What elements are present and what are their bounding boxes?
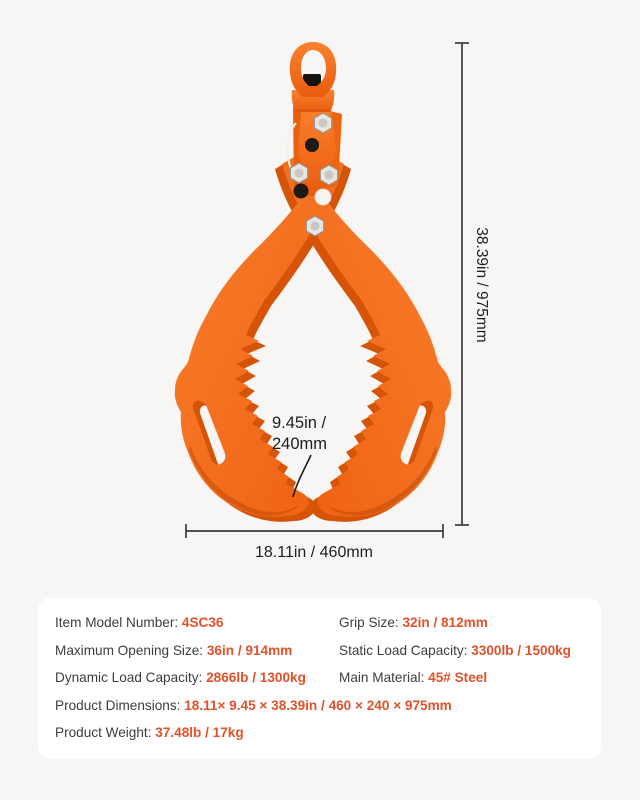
spec-value: 37.48lb / 17kg <box>155 725 244 741</box>
link-hole-black-lower <box>294 184 309 199</box>
spec-label: Grip Size: <box>339 615 403 631</box>
spec-value: 18.11× 9.45 × 38.39in / 460 × 240 × 975mm <box>184 697 452 713</box>
dimension-width <box>186 524 443 538</box>
spec-item-weight <box>55 725 591 740</box>
spec-item-main-material <box>339 670 591 685</box>
spec-value: 3300lb / 1500kg <box>471 642 571 658</box>
spec-panel <box>38 598 601 759</box>
spec-value: 36in / 914mm <box>206 642 293 658</box>
spec-label: Maximum Opening Size: <box>55 642 207 658</box>
spec-label: Product Weight: <box>55 725 156 741</box>
spec-item-grip-size <box>339 615 591 630</box>
opening-dimension-label-line2: 240mm <box>272 435 328 453</box>
spec-item-max-opening <box>55 643 339 658</box>
spec-label: Main Material: <box>339 670 429 686</box>
spec-item-model-number <box>55 615 339 630</box>
spec-label: Dynamic Load Capacity: <box>55 670 207 686</box>
opening-dimension-label-line1: 9.45in / <box>272 414 327 432</box>
link-hole-black-upper <box>305 138 319 152</box>
height-dimension-label: 38.39in / 975mm <box>473 227 490 343</box>
spec-label: Static Load Capacity: <box>339 642 472 658</box>
dimension-height <box>455 43 469 525</box>
jaw-left <box>175 156 344 517</box>
spec-item-dynamic-load <box>55 670 339 685</box>
spec-value: 4SC36 <box>181 615 224 631</box>
spec-value: 2866lb / 1300kg <box>206 670 306 686</box>
spec-item-static-load <box>339 643 591 658</box>
spec-value: 45# Steel <box>428 670 488 686</box>
width-dimension-label: 18.11in / 460mm <box>255 544 373 561</box>
opening-leader-line <box>293 455 311 497</box>
swivel-ring <box>290 42 336 97</box>
spec-item-dimensions <box>55 698 591 713</box>
link-hole-open <box>315 189 331 205</box>
spec-label: Item Model Number: <box>55 615 182 631</box>
spec-value: 32in / 812mm <box>402 615 488 631</box>
spec-label: Product Dimensions: <box>55 697 185 713</box>
